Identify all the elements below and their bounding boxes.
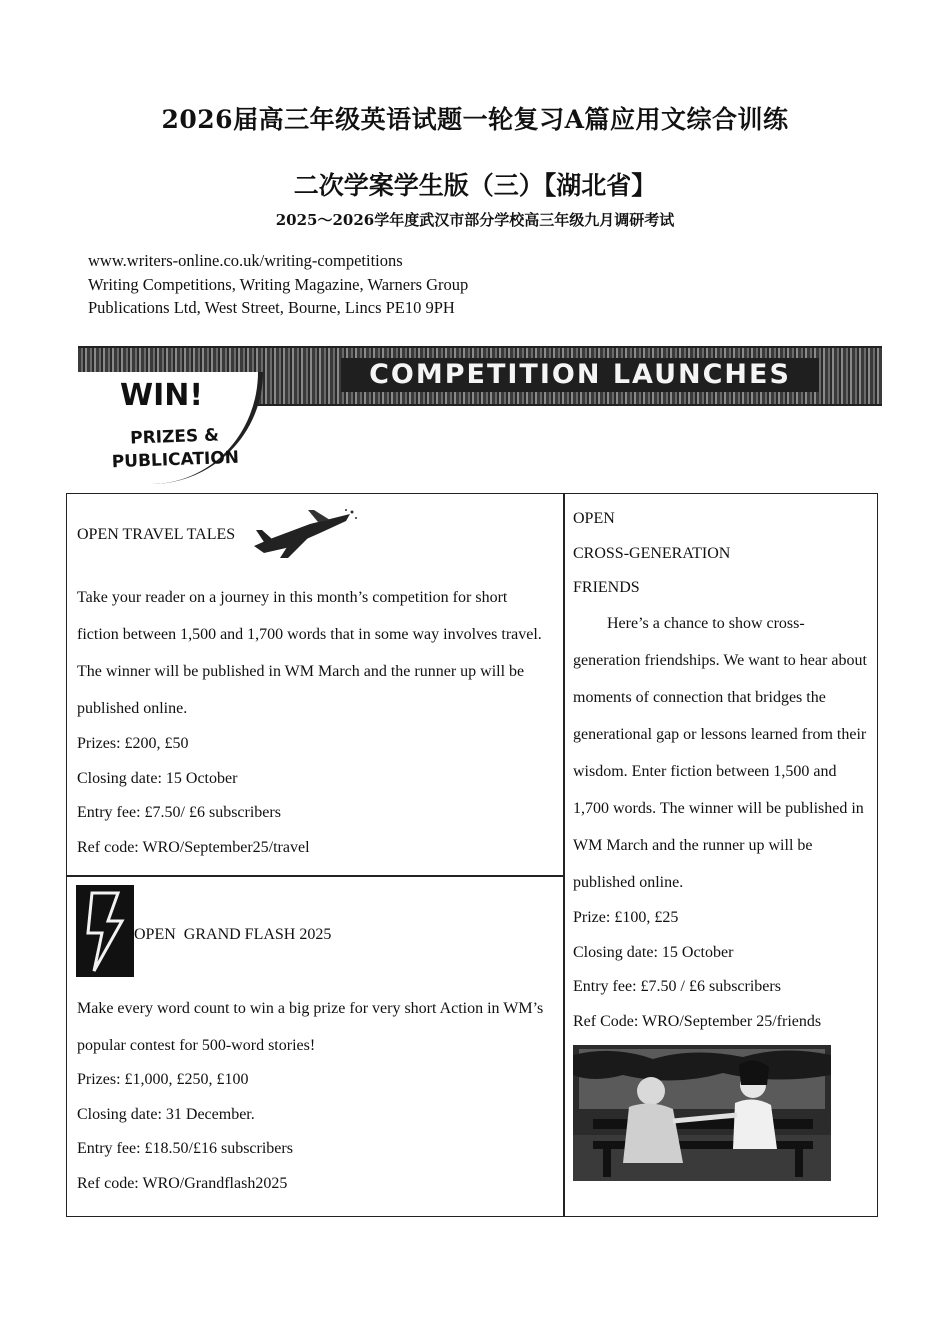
travel-prizes: Prizes: £200, £50 (77, 735, 189, 752)
flash-description: Make every word count to win a big prize for very short Action in WM’s popular contest for 500-word stories! (77, 1000, 544, 1054)
flash-ref-code: Ref code: WRO/Grandflash2025 (77, 1174, 288, 1192)
bench-illustration (573, 1045, 831, 1181)
exam-subtitle: 2025～2026学年度武汉市部分学校高三年级九月调研考试 (275, 211, 675, 229)
address-line: Writing Competitions, Writing Magazine, Warners Group (88, 274, 469, 294)
flash-details (77, 1063, 557, 1201)
address-line: Publications Ltd, West Street, Bourne, Lincs PE10 9PH (88, 298, 455, 317)
travel-closing-date: Closing date: 15 October (77, 769, 238, 787)
travel-description: Take your reader on a journey in this month’s competition for short fiction between 1,500 and 1,700 words that in some way involves travel. The winner will be published in WM March and the runner up will be published online. (77, 589, 542, 717)
heading-line: OPEN (573, 510, 615, 527)
banner-label: COMPETITION LAUNCHES (341, 358, 819, 392)
table-divider (563, 493, 565, 1217)
lightning-bolt-icon (76, 885, 134, 977)
badge-line: PRIZES & (129, 425, 220, 449)
page-title: 2026届高三年级英语试题一轮复习A篇应用文综合训练 (161, 105, 789, 134)
travel-heading: OPEN TRAVEL TALES (77, 526, 236, 543)
flash-heading: OPEN GRAND FLASH 2025 (134, 926, 332, 943)
win-badge-subtitle (99, 423, 251, 474)
friends-entry-fee: Entry fee: £7.50 / £6 subscribers (573, 978, 781, 995)
travel-ref-code: Ref code: WRO/September25/travel (77, 838, 310, 856)
friends-prizes: Prize: £100, £25 (573, 909, 679, 926)
page-title-line2: 二次学案学生版（三）【湖北省】 (293, 171, 657, 200)
airplane-icon (250, 506, 360, 561)
friends-ref-code: Ref Code: WRO/September 25/friends (573, 1012, 822, 1030)
badge-line: PUBLICATION (111, 447, 240, 473)
publisher-address (88, 249, 468, 320)
flash-entry-fee: Entry fee: £18.50/£16 subscribers (77, 1140, 293, 1157)
friends-heading (573, 502, 730, 606)
table-divider (66, 875, 564, 877)
travel-details (77, 727, 552, 865)
heading-line: FRIENDS (573, 579, 640, 596)
flash-closing-date: Closing date: 31 December. (77, 1105, 255, 1123)
friends-details (573, 901, 868, 1039)
friends-description: Here’s a chance to show cross-generation friendships. We want to hear about moments of connection that bridges the generational gap or lessons learned from their wisdom. Enter fiction between 1,500 and 1,700 words. The winner will be published in WM March and the runner up will be published online. (573, 615, 867, 891)
address-url: www.writers-online.co.uk/writing-competitions (88, 251, 403, 270)
win-badge-title: WIN! (120, 378, 204, 413)
friends-closing-date: Closing date: 15 October (573, 943, 734, 961)
flash-prizes: Prizes: £1,000, £250, £100 (77, 1071, 249, 1088)
heading-line: CROSS-GENERATION (573, 544, 731, 562)
travel-entry-fee: Entry fee: £7.50/ £6 subscribers (77, 804, 281, 821)
